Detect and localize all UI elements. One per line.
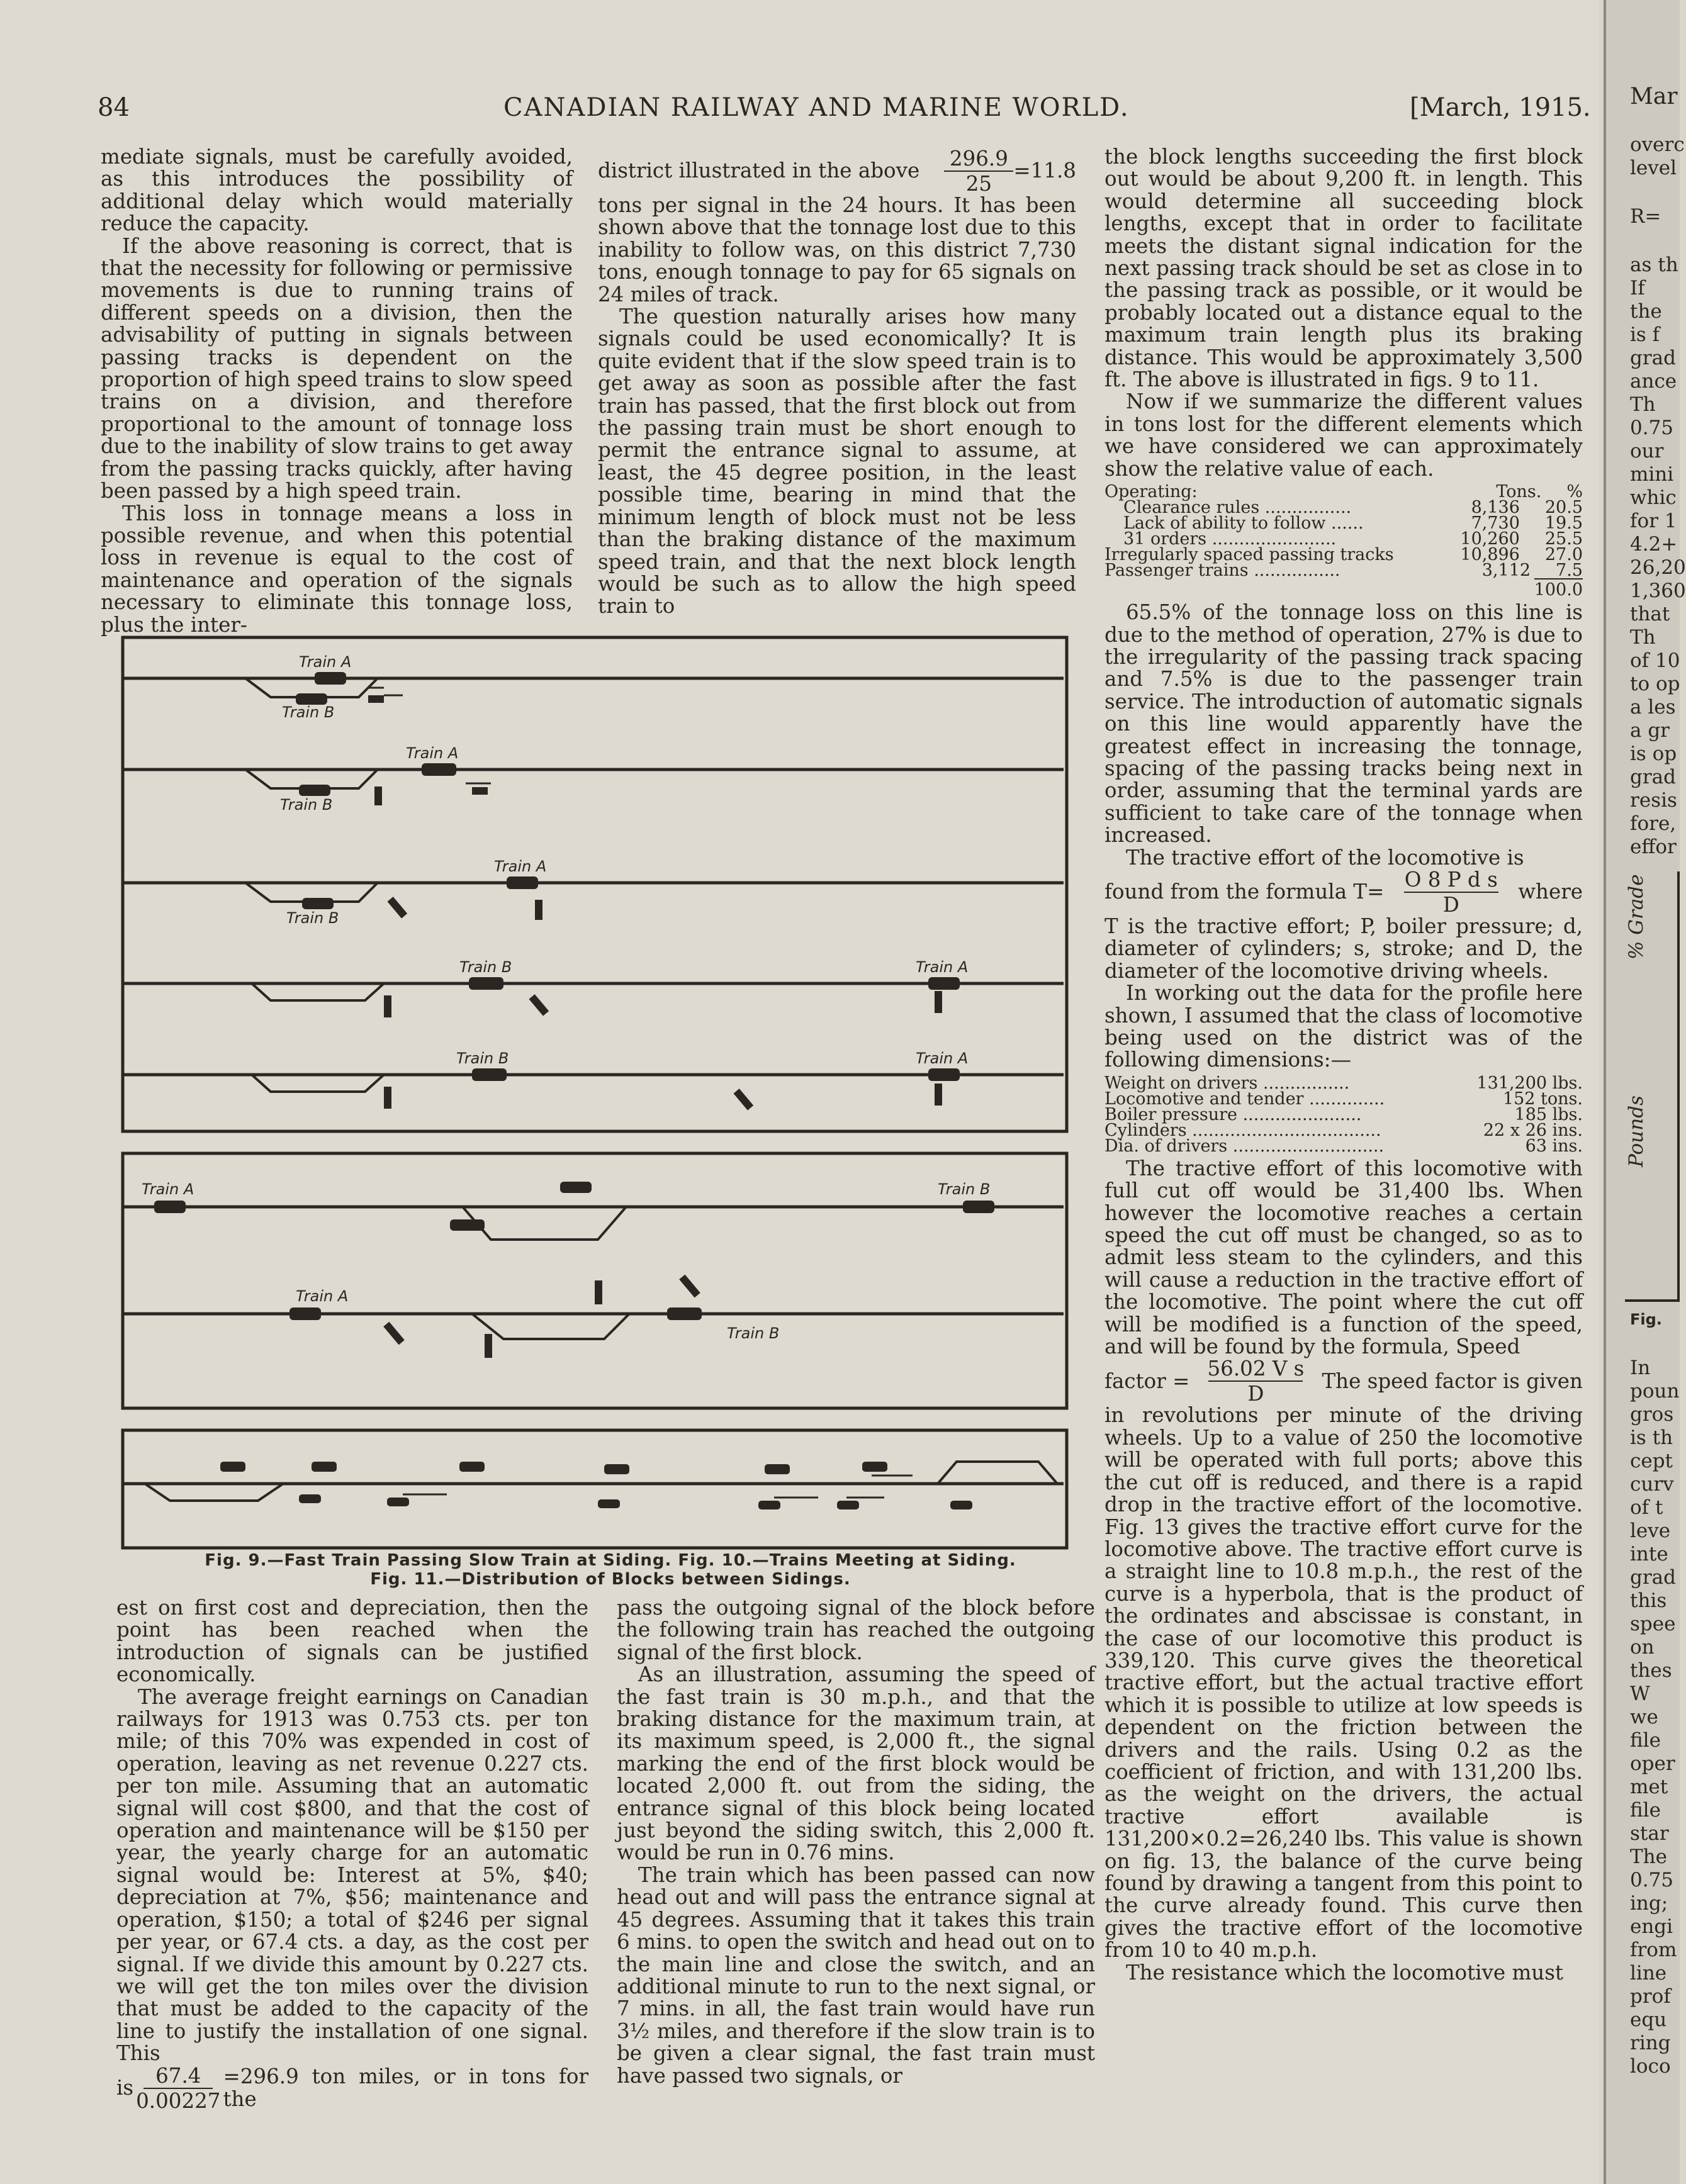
text-fragment: ring	[1630, 2032, 1671, 2054]
page-number: 84	[98, 93, 130, 122]
text-fragment: is op	[1630, 742, 1677, 765]
text-fragment: 1,360	[1630, 580, 1686, 602]
train-label: Train B	[286, 909, 339, 927]
table-cell: Boiler pressure ......................	[1104, 1104, 1362, 1124]
paragraph: The tractive effort of this locomotive with full cut off would be 31,400 lbs. When however the locomotive reaches a certain speed the cut off must be changed, so as to admit less steam to the cylinders, and this will cause a reduction in the tractive effort of the locomotive. The point where the cut off will be modified is a function of the speed, and will be found by the formula, Speed	[1104, 1156, 1583, 1359]
text-fragment: of 10	[1630, 649, 1680, 672]
text-fragment: on	[1630, 1636, 1655, 1659]
train-a-marker	[928, 977, 960, 990]
table-cell: 10,896	[1460, 545, 1520, 565]
column-2-bottom	[617, 1597, 1095, 2087]
train-label: Train A	[916, 1050, 969, 1067]
text-fragment: file	[1630, 1799, 1661, 1822]
fraction	[944, 148, 1013, 194]
table-cell: Passenger trains ................	[1104, 561, 1340, 581]
figure-caption	[126, 1551, 1095, 1589]
text-fragment: oper	[1630, 1752, 1675, 1775]
table-row	[1104, 1138, 1583, 1154]
caption-line: Fig. 11.—Distribution of Blocks between Sidings.	[370, 1570, 851, 1589]
text-fragment: The	[1630, 1845, 1667, 1868]
text-fragment: our	[1630, 440, 1664, 462]
table-cell: 3,112	[1481, 561, 1531, 581]
table-cell: 8,136	[1471, 498, 1520, 518]
header-cell: %	[1566, 482, 1583, 502]
text-fragment: thes	[1630, 1659, 1672, 1682]
text-fragment: file	[1630, 1729, 1661, 1752]
paragraph: tons per signal in the 24 hours. It has been shown above that the tonnage lost due to this inability to follow was, on this district 7,730 tons, enough tonnage to pay for 65 signals on 24 miles of track.	[598, 193, 1076, 306]
train-label: Train A	[142, 1180, 194, 1198]
text-fragment: curv	[1630, 1473, 1674, 1496]
text-fragment: R=	[1630, 205, 1661, 228]
train-b-marker	[299, 785, 330, 796]
text: =296.9 ton miles, or in tons for the	[223, 2064, 588, 2111]
text-fragment: star	[1630, 1822, 1669, 1845]
train-label: Train A	[406, 744, 459, 762]
text: where	[1518, 880, 1583, 904]
text-fragment: Mar	[1630, 84, 1678, 109]
table-cell: 131,200 lbs.	[1476, 1073, 1583, 1093]
text-fragment: Th	[1630, 626, 1656, 649]
train-a-marker	[507, 876, 538, 889]
table-cell: 152 tons.	[1502, 1089, 1583, 1109]
text-fragment: ing;	[1630, 1892, 1668, 1915]
text-fragment: spee	[1630, 1613, 1676, 1635]
table-cell: 7,730	[1471, 513, 1520, 534]
column-2-top	[598, 148, 1076, 618]
train-label: Train B	[459, 958, 512, 976]
text-fragment: inte	[1630, 1543, 1668, 1565]
column-1-top	[101, 146, 573, 636]
numerator: 67.4	[155, 2063, 201, 2088]
text-fragment: mini	[1630, 463, 1674, 486]
text-fragment: 4.2+	[1630, 533, 1678, 556]
paragraph: The resistance which the locomotive must	[1126, 1960, 1563, 1985]
table-cell: Lack of ability to follow ......	[1123, 513, 1364, 534]
paragraph: The train which has been passed can now head out and will pass the entrance signal at 45 degrees. Assuming that it takes this train 6 mins. to open the switch and head out on to the main line and close the switch, and an additional minute to run to the next signal, or 7 mins. in all, the fast train would have run 3½ miles, and therefore if the slow train is to be given a clear signal, the fast train must have passed two signals, or	[617, 1862, 1095, 2088]
paragraph: As an illustration, assuming the speed of the fast train is 30 m.p.h., and that the braking distance for the maximum train, at its maximum speed, is 2,000 ft., the signal marking the end of the first block would be located 2,000 ft. out from the siding, the entrance signal of this block being located just beyond the siding switch, this 2,000 ft. would be run in 0.76 mins.	[617, 1662, 1095, 1865]
paragraph: mediate signals, must be carefully avoided, as this introduces the possibility of additional delay which would materially reduce the capacity.	[101, 145, 573, 236]
text: found from the formula T=	[1104, 880, 1385, 904]
table-cell: Cylinders ...................................	[1104, 1120, 1381, 1140]
text-fragment: fore,	[1630, 812, 1677, 835]
issue-date: [March, 1915.	[1410, 93, 1591, 122]
text-fragment: from	[1630, 1939, 1677, 1961]
train-label: Train A	[299, 653, 352, 671]
denominator: D	[1247, 1382, 1264, 1406]
paragraph: In working out the data for the profile here shown, I assumed that the class of locomotive being used on the district was of the following dimensions:—	[1104, 981, 1583, 1072]
text-fragment: we	[1630, 1706, 1658, 1728]
text-fragment: as th	[1630, 254, 1678, 276]
facing-page-strip	[1604, 0, 1686, 2184]
text-fragment: for 1	[1630, 510, 1677, 532]
denominator: 0.00227	[136, 2088, 221, 2113]
train-label: Train A	[916, 958, 969, 976]
speed-factor-formula	[1104, 1358, 1583, 1404]
text-fragment: grad	[1630, 766, 1676, 788]
train-a-marker	[422, 763, 456, 776]
text-fragment: resis	[1630, 789, 1677, 812]
text: The speed factor is given	[1322, 1369, 1583, 1393]
text-fragment: If	[1630, 277, 1645, 300]
fraction-line	[116, 2065, 588, 2112]
text-fragment: is th	[1630, 1426, 1673, 1449]
text-fragment: to op	[1630, 673, 1680, 695]
text-fragment: poun	[1630, 1380, 1680, 1403]
train-label: Train B	[280, 796, 333, 814]
text-fragment: 26,20	[1630, 556, 1686, 579]
paragraph: in revolutions per minute of the driving wheels. Up to a value of 250 the locomotive will be operated with full ports; above this the cut off is reduced, and there is a rapid drop in the tractive effort of the locomotive. Fig. 13 gives the tractive effort curve for the locomotive above. The tractive effort curve is a straight line to 10.8 m.p.h., the rest of the curve is a hyperbola, that is the product of the ordinates and abscissae is constant, in the case of our locomotive this product is 339,120. This curve gives the theoretical tractive effort, but the actual tractive effort which it is possible to utilize at low speeds is dependent on the friction between the drivers and the rails. Using 0.2 as the coefficient of friction, and with 131,200 lbs. as the weight on the drivers, the actual tractive effort available is 131,200×0.2=26,240 lbs. This value is shown on fig. 13, the balance of the curve being found by drawing a tangent from this point to the curve already found. This curve then gives the tractive effort of the locomotive from 10 to 40 m.p.h.	[1104, 1403, 1583, 1963]
train-label: Train B	[282, 703, 335, 721]
text-fragment: that	[1630, 603, 1670, 625]
train-label: Train A	[296, 1287, 349, 1305]
text-fragment: overc	[1630, 133, 1685, 156]
tractive-formula	[1104, 869, 1583, 916]
train-b-marker	[302, 898, 334, 909]
train-b-marker	[667, 1308, 702, 1320]
running-title: CANADIAN RAILWAY AND MARINE WORLD.	[503, 93, 1130, 122]
text: district illustrated in the above	[598, 159, 920, 183]
table-cell: 7.5	[1556, 561, 1583, 581]
table-cell: Irregularly spaced passing tracks	[1104, 545, 1394, 565]
header-cell: Operating:	[1104, 482, 1198, 502]
train-label: Train B	[727, 1324, 780, 1342]
text-fragment: met	[1630, 1776, 1668, 1798]
text: =11.8	[1013, 159, 1076, 183]
text-fragment: 0.75	[1630, 417, 1674, 439]
text: is	[116, 2075, 134, 2100]
train-a-marker	[315, 672, 346, 685]
table-cell: 10,260	[1460, 529, 1520, 549]
text-fragment: Th	[1630, 393, 1656, 416]
text-fragment: cept	[1630, 1450, 1673, 1472]
text-fragment: gros	[1630, 1403, 1674, 1426]
paragraph: The tractive effort of the locomotive is	[1126, 845, 1524, 870]
fig11-frame	[123, 1430, 1067, 1548]
text-fragment: a les	[1630, 696, 1676, 719]
table-cell: 27.0	[1544, 545, 1583, 565]
tonnage-table	[1104, 484, 1583, 598]
text-fragment: W	[1630, 1683, 1650, 1705]
table-cell: Locomotive and tender ..............	[1104, 1089, 1385, 1109]
text-fragment: effor	[1630, 836, 1677, 858]
denominator: 25	[965, 172, 992, 196]
paragraph: The question naturally arises how many signals could be used economically? It is quite evident that if the slow speed train is to get away as soon as possible after the fast train has passed, that the first block out from the passing train must be short enough to permit the entrance signal to assume, at least, the 45 degree position, in the least possible time, bearing in mind that the minimum length of block must not be less than the braking distance of the maximum speed train, and that the next block length would be such as to allow the high speed train to	[598, 305, 1076, 619]
paragraph: Now if we summarize the different values in tons lost for the different elements which we have considered we can approximately show the relative value of each.	[1104, 389, 1583, 481]
train-label: Train A	[494, 858, 547, 875]
fraction-line	[598, 148, 1076, 194]
fraction	[1207, 1358, 1304, 1404]
numerator: O 8 P d s	[1404, 867, 1498, 892]
train-a-marker	[154, 1201, 186, 1213]
numerator: 296.9	[949, 147, 1008, 171]
denominator: D	[1442, 892, 1459, 917]
text-fragment: is f	[1630, 323, 1660, 346]
axis-label: % Grade	[1625, 874, 1648, 960]
table-total-row	[1104, 578, 1583, 598]
text-fragment: engi	[1630, 1915, 1673, 1938]
train-b-marker	[963, 1201, 994, 1213]
graph-fragment	[1625, 871, 1680, 1302]
numerator: 56.02 V s	[1207, 1357, 1305, 1381]
fraction	[1404, 869, 1498, 916]
table-cell: 63 ins.	[1525, 1136, 1583, 1156]
text-fragment: level	[1630, 157, 1677, 179]
table-cell: 20.5	[1544, 498, 1583, 518]
paragraph: 65.5% of the tonnage loss on this line is due to the method of operation, 27% is due to the irregularity of the passing track spacing and 7.5% is due to the passenger train service. The introduction of automatic signals on this line would apparently have the greatest effect in increasing the tonnage, spacing of the passing tracks being next in order, assuming that the terminal yards are sufficient to take care of the tonnage when increased.	[1104, 600, 1583, 848]
paragraph: est on first cost and depreciation, then the point has been reached when the introduction of signals can be justified economically.	[116, 1596, 588, 1687]
text-fragment: grad	[1630, 1566, 1676, 1589]
text-fragment: of t	[1630, 1496, 1663, 1519]
paragraph: pass the outgoing signal of the block before the following train has reached the outgoing signal of the first block.	[617, 1596, 1095, 1664]
train-b-marker	[472, 1068, 507, 1081]
text-fragment: line	[1630, 1962, 1667, 1985]
fraction	[136, 2065, 220, 2112]
train-label: Train B	[938, 1180, 991, 1198]
header-cell: Tons.	[1496, 482, 1542, 502]
text-fragment: leve	[1630, 1520, 1671, 1542]
text-fragment: whic	[1630, 486, 1677, 509]
text-fragment: loco	[1630, 2055, 1671, 2078]
paragraph: T is the tractive effort; P, boiler pressure; d, diameter of cylinders; s, stroke; and D, the diameter of the locomotive driving wheels.	[1104, 914, 1583, 983]
text-fragment: ance	[1630, 370, 1677, 393]
table-cell: Clearance rules ................	[1123, 498, 1352, 518]
text-fragment: grad	[1630, 347, 1676, 369]
dimensions-table	[1104, 1075, 1583, 1154]
table-cell: Weight on drivers ................	[1104, 1073, 1350, 1093]
table-cell: Dia. of drivers ............................	[1104, 1136, 1385, 1156]
train-label: Train B	[456, 1050, 509, 1067]
text-fragment: prof	[1630, 1985, 1671, 2008]
text: factor =	[1104, 1369, 1190, 1393]
table-cell: 19.5	[1544, 513, 1583, 534]
block-diagrams-figure	[120, 632, 1076, 1551]
paragraph: The average freight earnings on Canadian railways for 1913 was 0.753 cts. per ton mile; of this 70% was expended in cost of operation, leaving as net revenue 0.227 cts. per ton mile. Assuming that an automatic signal will cost $800, and that the cost of operation and maintenance will be $150 per year, the yearly charge for an automatic signal would be: Interest at 5%, $40; depreciation at 7%, $56; maintenance and operation, $150; a total of $246 per signal per year, or 67.4 cts. a day, as the cost per signal. If we divide this amount by 0.227 cts. we will get the ton miles over the division that must be added to the capacity of the line to justify the installation of one signal. This	[116, 1684, 588, 2066]
train-b-marker	[469, 977, 503, 990]
column-3	[1104, 146, 1583, 1984]
paragraph: the block lengths succeeding the first block out would be about 9,200 ft. in length. This would determine all succeeding block lengths, except that in order to facilitate meets the distant signal indication for the next passing track should be set as close in to the passing track as possible, or it would be probably located out a distance equal to the maximum train length plus its braking distance. This would be approximately 3,500 ft. The above is illustrated in figs. 9 to 11.	[1104, 145, 1583, 392]
table-cell: 31 orders .......................	[1123, 529, 1337, 549]
axis-label: Pounds	[1625, 1095, 1648, 1167]
text-fragment: this	[1630, 1589, 1667, 1612]
text-fragment: 0.75	[1630, 1869, 1674, 1891]
column-1-bottom	[116, 1597, 588, 2112]
text-fragment: a gr	[1630, 719, 1670, 742]
train-a-marker	[928, 1068, 960, 1081]
fig-label: Fig.	[1630, 1311, 1662, 1328]
table-cell: 25.5	[1544, 529, 1583, 549]
table-cell: 185 lbs.	[1514, 1104, 1583, 1124]
train-a-marker	[289, 1308, 321, 1320]
paragraph: This loss in tonnage means a loss in possible revenue, and when this potential loss in revenue is equal to the cost of maintenance and operation of the signals necessary to eliminate this tonnage loss, plus the inter-	[101, 501, 573, 637]
text-fragment: the	[1630, 300, 1662, 323]
table-total: 100.0	[1534, 578, 1583, 598]
text-fragment: equ	[1630, 2008, 1667, 2031]
paragraph: If the above reasoning is correct, that is that the necessity for following or permissive movements is due to running trains of different speeds on a division, then the advisability of putting in signals between passing tracks is dependent on the proportion of high speed trains to slow speed trains on a division, and therefore proportional to the amount of tonnage loss due to the inability of slow trains to get away from the passing tracks quickly, after having been passed by a high speed train.	[101, 233, 573, 503]
text-fragment: In	[1630, 1357, 1651, 1379]
caption-line: Fig. 9.—Fast Train Passing Slow Train at Siding. Fig. 10.—Trains Meeting at Siding.	[205, 1551, 1016, 1570]
table-cell: 22 x 26 ins.	[1483, 1120, 1583, 1140]
table-row	[1104, 561, 1583, 581]
